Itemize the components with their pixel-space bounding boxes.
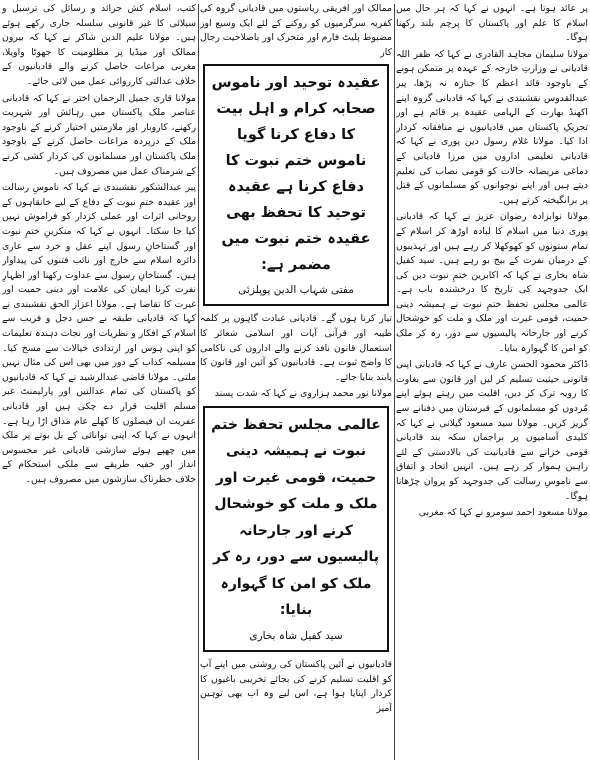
article-paragraph: ڈاکٹر محمود الحسن عارف نے کہا کہ قادیانی اپنی قانونی حیثیت تسلیم کر لیں اور قانون سے بغاوت کا رویہ ترک کر دیں، اقلیت میں رہتے ہوئے اپنے مُردوں کو مسلمانوں کے قبرستان میں دفنانے سے گریز کریں۔ مولانا سید مسعود گیلانی نے کہا کہ کلیدی آسامیوں پر براجمان سکہ بند قادیانی قومی خزانے سے قادیانیت کی بالادستی کے لئے راہیں ہموار کر رہے ہیں۔ انہیں اتحاد و اتفاق سے ناموسِ رسالت کی جدوجہد کو پروان چڑھانا ہوگا۔ [396, 359, 588, 502]
article-paragraph: مولانا نور محمد ہزاروی نے کہا کہ شدت پسند [214, 388, 392, 400]
quote-author: سید کفیل شاہ بخاری [249, 629, 343, 642]
quote-text: عالمی مجلس تحفظ ختم نبوت نے ہمیشہ دینی حمیت، قومی غیرت اور ملک و ملت کو خوشحال کرنے اور جارحانہ پالیسیوں سے دور، رہ کر ملک کو امن کا گہوارہ بنایا: [211, 416, 381, 619]
article-paragraph: مولانا نوابزادہ رضوان عزیز نے کہا کہ قادیانی پوری دنیا میں اسلام کا لبادہ اوڑھ کر اسلام کے تمام ستونوں کو کھوکھلا کر رہے ہیں اور تہذیبوں کے درمیان نفرت کے بیج بو رہے ہیں۔ سید کفیل شاہ بخاری نے کہا کہ اکابرین ختمِ نبوت دین کی ایک جدوجہد کی تاریخ کا درخشندہ باب ہے۔ عالمی مجلس تحفظ ختمِ نبوت نے ہمیشہ دینی حمیت، قومی غیرت اور ملک و ملت کو خوشحال کرنے اور جارحانہ پالیسیوں سے دور، رہ کر ملک کو امن کا گہوارہ بنایا۔ [396, 211, 588, 354]
article-paragraph: مولانا سلیمان مجاہد القادری نے کہا کہ ظفر اللہ قادیانی نے وزارتِ خارجہ کے عہدہ پر متمکن ہونے کے باوجود قائد اعظم کا جنازہ نہ پڑھا، پیر عبدالقدوس نقشبندی نے کہا کہ قادیانی گروہ اپنے اکھنڈ بھارت کے الہامی عقیدہ پر قائم ہے اور تحریکِ پاکستان میں قادیانیوں نے منافقانہ کردار ادا کیا۔ مولانا غلام رسول دین پوری نے کہا کہ قادیانی تعلیمی اداروں میں مرزا قادیانی کے دماغی مریضانہ حالات کو قومی نصاب کی تعلیم دیتے ہیں اور اپنے نوجوانوں کو مسلمانوں کے قتل پر برانگیختہ کرتے ہیں۔ [396, 48, 588, 206]
article-paragraph: قادیانیوں نے آئین پاکستان کی روشنی میں اپنے آپ کو اقلیت تسلیم کرنے کی بجائے تخریبی باغیوں کا کردار اپنایا ہوا ہے، اس لیے وہ اب بھی توہین آمیز [200, 658, 392, 714]
column-divider [394, 4, 395, 760]
left-column [2, 2, 196, 762]
article-paragraph: تیار کرنا ہوں گے۔ قادیانی عبادت گاہوں پر کلمہ طیبہ اور قرآنی آیات اور اسلامی شعائر کا استعمال قانون نافذ کرنے والے اداروں کی ناکامی کا واضح ثبوت ہے۔ قادیانیوں کو آئین اور قانون کا پابند بنایا جائے۔ [200, 313, 392, 383]
article-paragraph: کتب، اسلام کش جرائد و رسائل کی ترسیل و سپلائی کا غیر قانونی سلسلہ جاری رکھے ہوئے ہیں۔ مولانا علیم الدین شاکر نے کہا کہ بیرون ممالک اور میڈیا پر مظلومیت کا جھوٹا واویلا، مغربی مراعات حاصل کرنے والے قادیانیوں کے خلاف عدالتی کارروائی عمل میں لائی جائے۔ [2, 3, 196, 87]
quote-author: مفتی شہاب الدین پوپلزئی [238, 284, 354, 297]
article-paragraph: ممالک اور افریقی ریاستوں میں قادیانی گروہ کی کفریہ سرگرمیوں کو روکنے کے لئے ایک وسیع اور مضبوط پلیٹ فارم اور متحرک اور باصلاحیت رجال کار [200, 3, 392, 58]
quote-box-bukhari [203, 406, 389, 652]
column-divider [198, 4, 199, 760]
quote-text: عقیدہ توحید اور ناموس صحابہ کرام و اہل بیت کا دفاع کرنا گویا ناموس ختم نبوت کا دفاع کرنا ہے عقیدہ توحید کا تحفظ بھی عقیدہ ختم نبوت میں مضمر ہے: [211, 75, 381, 274]
article-paragraph: پر عائد ہوتا ہے۔ انہوں نے کہا کہ ہر حال میں اسلام کا علم اور پاکستان کا پرچم بلند رکھنا ہوگا۔ [396, 3, 588, 44]
article-paragraph: مولانا مسعود احمد سومرو نے کہا کہ مغربی [418, 507, 588, 519]
article-paragraph: پیر عبدالشکور نقشبندی نے کہا کہ ناموسِ رسالت اور عقیدہ ختمِ نبوت کے دفاع کے لیے خانقاہوں کے روحانی اثرات اور عملی کردار کو فراموش نہیں کیا جا سکتا۔ انہوں نے کہا کہ منکرینِ ختمِ نبوت اور گستاخانِ رسول اپنے عقل و خرد سے عاری دائرہ اسلام سے خارج اور نائب فتنوں کی پیداوار ہیں۔ گستاخانِ رسول سے عداوت رکھنا اور اظہارِ نفرت کرنا ایمان کی علامت اور دینی حمیت اور غیرت کا تقاضا ہے۔ مولانا اعزاز الحق نقشبندی نے کہا کہ قادیانی طبقہ نے جس دجل و فریب سے اسلام کے افکار و نظریات اور نجات دہندہ تعلیمات کو اپنی ہوس اور ارتدادی خیالات سے مسخ کیا۔ مسیلمہ کذاب کے دور میں بھی اس کی مثال نہیں ملتی۔ مولانا قاضی عبدالرشید نے کہا کہ قادیانیوں کو پاکستان کی تمام عدالتیں اور پارلیمنٹ غیر مسلم اقلیت قرار دے چکی ہیں اور قادیانی عفریت ان فیصلوں کا کھلے عام مذاق اڑا رہا ہے۔ انہوں نے کہا کہ اپنی توانائی کے بل بوتے پر ملک میں چھپے ہوئے سازشی قادیانی غیر محسوس انداز اور خفیہ طریقے سے ملکی استحکام کے خلاف خطرناک سازشوں میں مصروف ہیں۔ [2, 182, 196, 485]
right-column [396, 2, 588, 762]
middle-column [200, 2, 392, 762]
quote-box-popalzai [203, 64, 389, 306]
article-paragraph: مولانا قاری جمیل الرحمان اختر نے کہا کہ قادیانی عناصر ملک پاکستان میں رہائش اور شہریت رکھنے، کاروبار اور ملازمتیں اختیار کرنے کے باوجود ملک کے درپردہ مراعات حاصل کرنے کے باوجود ملک پاکستان اور مسلمانوں کی کردار کشی کرنے کے شرمناک عمل میں مصروف ہیں۔ [2, 92, 196, 177]
